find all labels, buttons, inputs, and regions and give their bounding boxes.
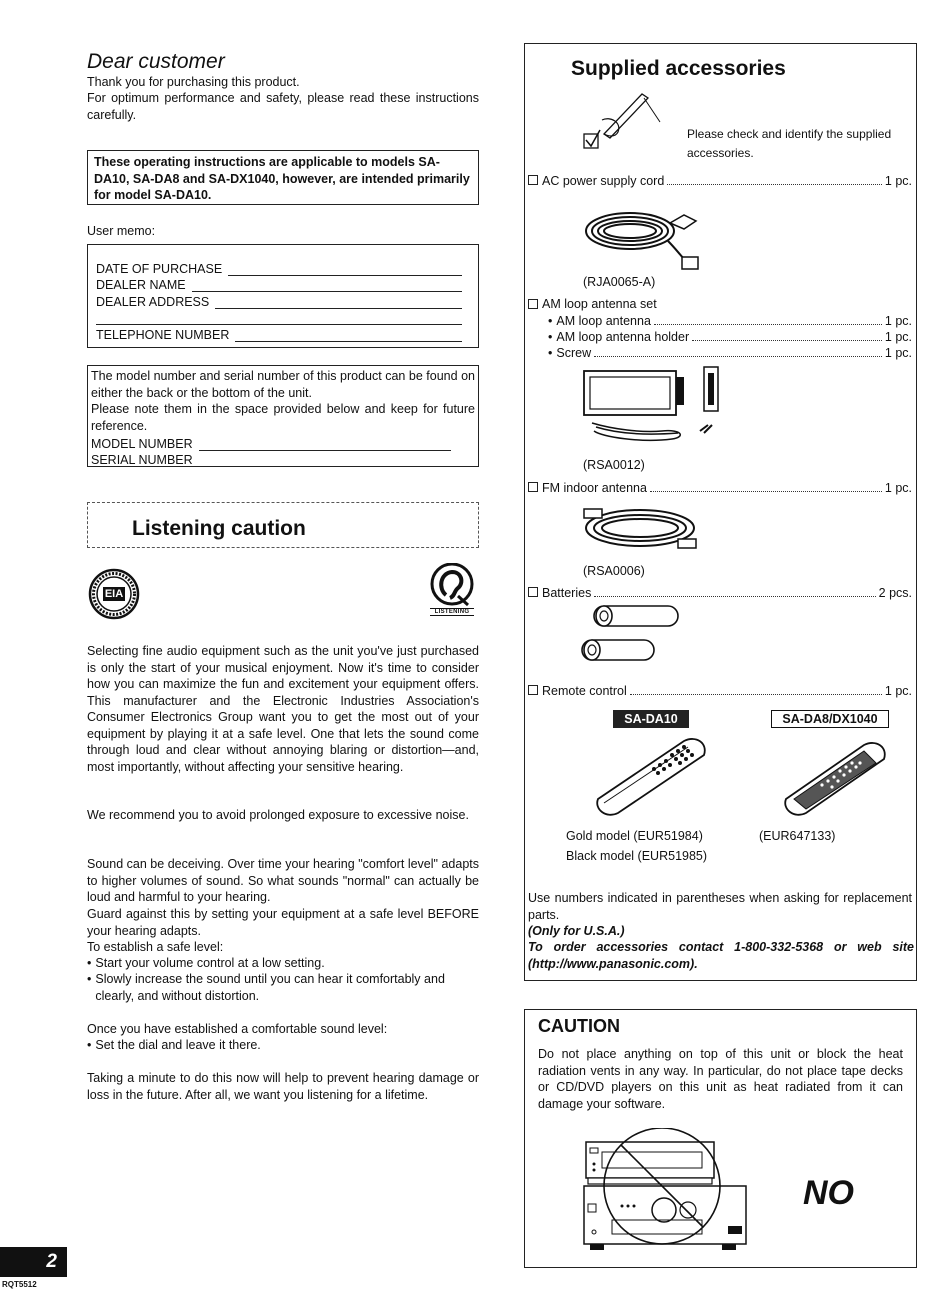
user-memo-box bbox=[87, 244, 479, 348]
listening-bullet1: • Start your volume control at a low setting. bbox=[87, 955, 479, 972]
serial-note-box bbox=[87, 365, 479, 467]
am-set-part: (RSA0012) bbox=[583, 458, 645, 472]
checkbox-ac-cord[interactable] bbox=[528, 175, 538, 185]
remote-black: Black model (EUR51985) bbox=[566, 849, 708, 863]
caution-no: NO bbox=[803, 1174, 854, 1212]
page-number: 2 bbox=[0, 1247, 67, 1277]
memo-dealer-address: DEALER ADDRESS bbox=[96, 292, 462, 309]
intro-title: Dear customer bbox=[87, 50, 225, 73]
listening-p5: Taking a minute to do this now will help to prevent hearing damage or loss in the future. After all, we want you listening for a lifetime. bbox=[87, 1071, 479, 1102]
remote-row: Remote control 1 pc. bbox=[528, 683, 912, 700]
listening-p3a: Sound can be deceiving. Over time your hearing "comfort level" adapts to higher volumes of sound. So what sounds "normal" can actually be loud and harmful to your hearing. bbox=[87, 857, 479, 904]
serial-note-line2: Please note them in the space provided below and keep for future reference. bbox=[91, 402, 475, 433]
remote-other: (EUR647133) bbox=[759, 829, 836, 843]
remote-gold: Gold model (EUR51984) bbox=[566, 829, 703, 843]
fm-antenna-icon bbox=[582, 503, 704, 553]
serial-number-row: SERIAL NUMBER bbox=[91, 451, 475, 468]
listening-p3b: Guard against this by setting your equipment at a safe level BEFORE your hearing adapts. bbox=[87, 907, 479, 938]
eia-logo bbox=[88, 568, 140, 620]
listening-logo-text: LISTENING bbox=[430, 608, 474, 616]
page-code: RQT5512 bbox=[2, 1280, 37, 1289]
accessories-title: Supplied accessories bbox=[571, 57, 786, 80]
serial-note-line1: The model number and serial number of this product can be found on either the back or the bottom of the unit. bbox=[91, 369, 475, 400]
ear-logo-icon bbox=[428, 563, 476, 609]
battery-icon-2 bbox=[580, 637, 656, 663]
accessories-footer3: To order accessories contact 1-800-332-5368 or web site (http://www.panasonic.com). bbox=[528, 940, 914, 971]
ac-cord-row: AC power supply cord 1 pc. bbox=[528, 173, 912, 190]
pen-check-icon bbox=[582, 90, 666, 156]
listening-p4: Once you have established a comfortable sound level: bbox=[87, 1022, 388, 1036]
model-number-row: MODEL NUMBER bbox=[91, 434, 475, 451]
am-item-antenna: • AM loop antenna 1 pc. bbox=[548, 313, 912, 330]
listening-p1: Selecting fine audio equipment such as the unit you've just purchased is only the start of your musical enjoyment. Now it's time to consider how you can maximize the fun and excitement your equipment offers. This manufacturer and the Electronic Industries Association's Consumer Electronics Group want you to get the most out of your equipment by playing it at a safe level. One that lets the sound come through loud and clear without annoying blaring or distortion—and, most importantly, without affecting your sensitive hearing. bbox=[87, 644, 479, 774]
accessories-footer2: (Only for U.S.A.) bbox=[528, 924, 625, 938]
checkbox-remote[interactable] bbox=[528, 685, 538, 695]
listening-bullet2: • Slowly increase the sound until you can hear it comfortably and clearly, and without distortion. bbox=[87, 972, 445, 1003]
listening-p2: We recommend you to avoid prolonged exposure to excessive noise. bbox=[87, 808, 469, 822]
caution-title: CAUTION bbox=[538, 1016, 620, 1036]
checkbox-am-set[interactable] bbox=[528, 299, 538, 309]
listening-p3c: To establish a safe level: bbox=[87, 940, 224, 954]
fm-row: FM indoor antenna 1 pc. bbox=[528, 480, 912, 497]
battery-icon bbox=[592, 603, 682, 629]
stacked-units-icon bbox=[582, 1128, 748, 1256]
ac-cord-part: (RJA0065-A) bbox=[583, 275, 656, 289]
checkbox-batteries[interactable] bbox=[528, 587, 538, 597]
am-item-screw: • Screw 1 pc. bbox=[548, 345, 912, 362]
remote-black-icon bbox=[780, 737, 900, 817]
memo-blank-line bbox=[96, 309, 462, 326]
memo-date: DATE OF PURCHASE bbox=[96, 259, 462, 276]
user-memo-label: User memo: bbox=[87, 224, 156, 238]
am-antenna-icon bbox=[582, 363, 730, 447]
badge-sa-da8: SA-DA8/DX1040 bbox=[771, 710, 889, 728]
intro-line1: Thank you for purchasing this product. bbox=[87, 75, 300, 89]
ac-cord-icon bbox=[580, 197, 708, 275]
am-item-holder: • AM loop antenna holder 1 pc. bbox=[548, 329, 912, 346]
am-set-row: AM loop antenna set bbox=[528, 296, 657, 313]
listening-bullet3: • Set the dial and leave it there. bbox=[87, 1037, 479, 1054]
badge-sa-da10: SA-DA10 bbox=[613, 710, 689, 728]
eia-logo-text: EIA bbox=[104, 588, 124, 600]
batteries-row: Batteries 2 pcs. bbox=[528, 585, 912, 602]
models-note: These operating instructions are applicable to models SA-DA10, SA-DA8 and SA-DX1040, however, are intended primarily for model SA-DA10. bbox=[87, 150, 479, 205]
memo-telephone: TELEPHONE NUMBER bbox=[96, 325, 462, 342]
remote-gold-icon bbox=[592, 733, 722, 817]
memo-dealer-name: DEALER NAME bbox=[96, 276, 462, 293]
listening-logo bbox=[428, 563, 476, 621]
fm-part: (RSA0006) bbox=[583, 564, 645, 578]
caution-text: Do not place anything on top of this unit or block the heat radiation vents in any way. In particular, do not place tape decks or CD/DVD players on this unit as heat radiated from it can damage your software. bbox=[538, 1047, 903, 1111]
accessories-footer1: Use numbers indicated in parentheses when asking for replacement parts. bbox=[528, 891, 912, 922]
intro-line2: For optimum performance and safety, please read these instructions carefully. bbox=[87, 91, 479, 122]
checkbox-fm[interactable] bbox=[528, 482, 538, 492]
check-note: Please check and identify the supplied accessories. bbox=[687, 127, 892, 160]
listening-title: Listening caution bbox=[132, 517, 306, 540]
